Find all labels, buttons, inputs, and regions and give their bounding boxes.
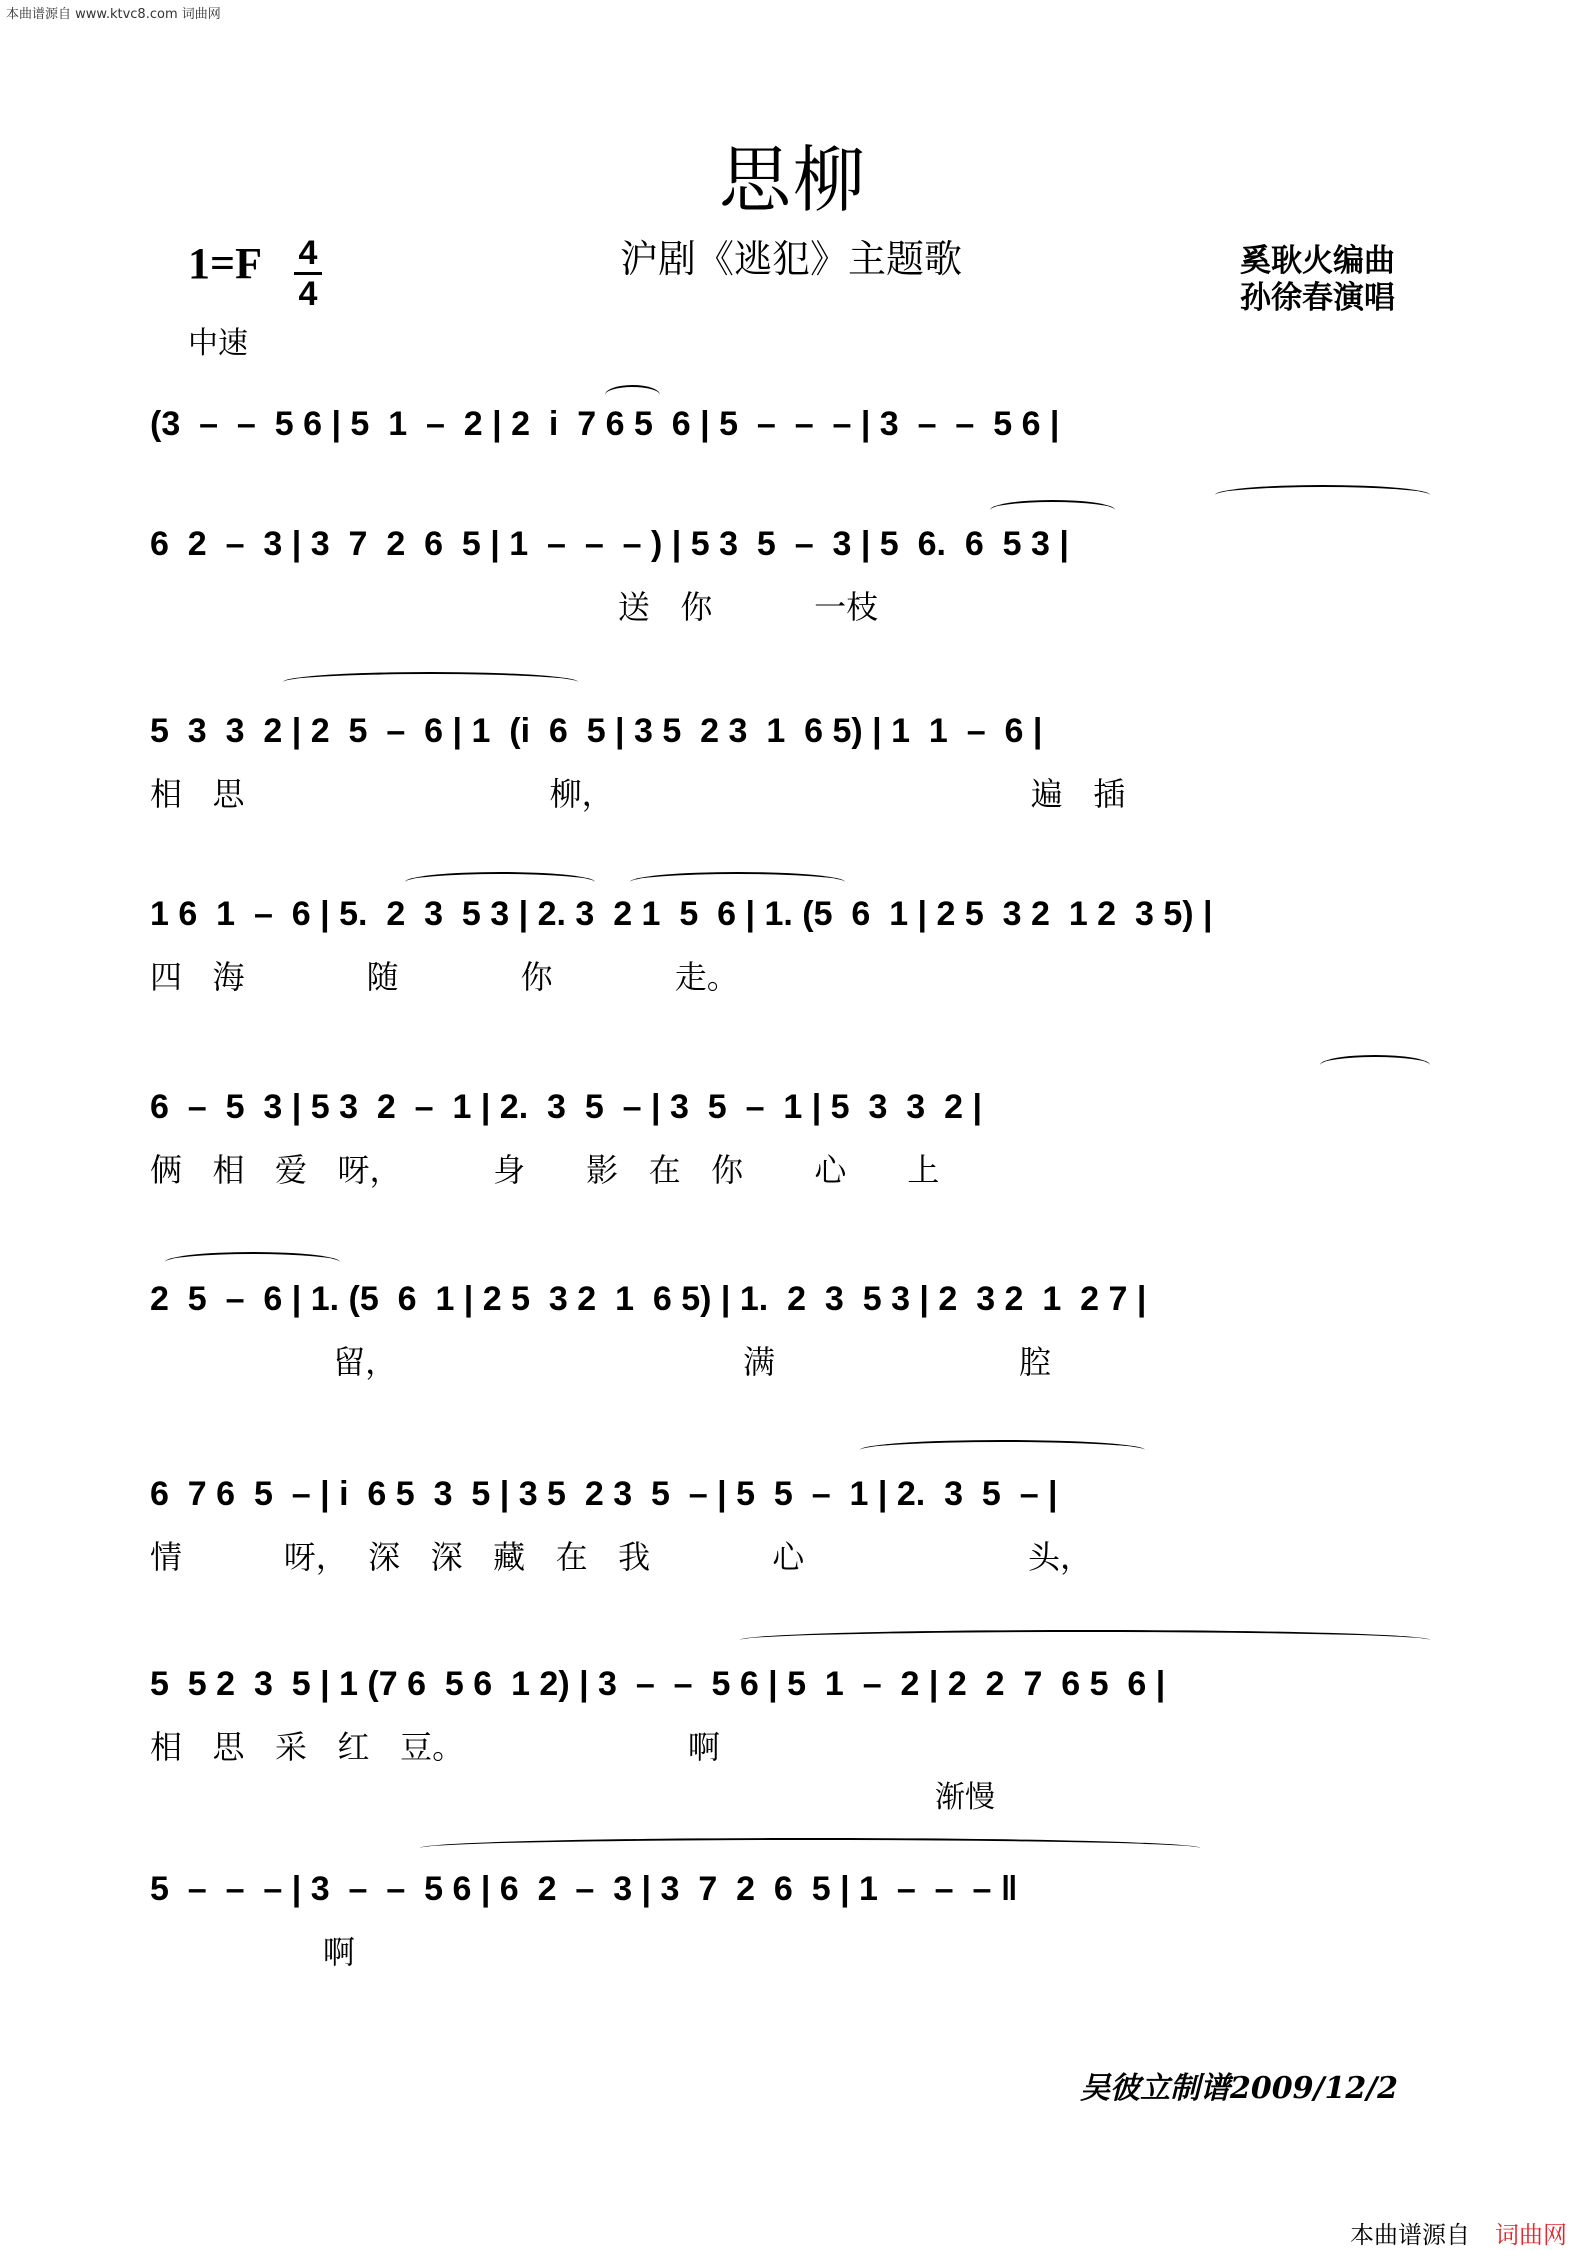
time-top: 4 — [298, 234, 318, 272]
lyrics-line: 啊 — [150, 1933, 355, 1971]
staff-row-5 — [150, 1088, 1440, 1191]
notation-line: 6 – 5 3 | 5 3 2 – 1 | 2. 3 5 – | 3 5 – 1 | 5 3 3 2 | — [150, 1088, 982, 1126]
singer-credit: 孙徐春演唱 — [1240, 280, 1395, 316]
slur-mark — [165, 1252, 340, 1272]
gradual-slow-marking: 渐慢 — [935, 1780, 995, 1815]
staff-row-2 — [150, 525, 1440, 628]
transcriber-signature: 吴彼立制谱2009/12/2 — [1080, 2071, 1399, 2106]
notation-line: 2 5 – 6 | 1. (5 6 1 | 2 5 3 2 1 6 5) | 1. 2 3 5 3 | 2 3 2 1 2 7 | — [150, 1280, 1147, 1318]
staff-row-3 — [150, 712, 1440, 815]
slur-mark — [283, 672, 578, 692]
watermark-left: 本曲谱源自 — [1350, 2221, 1470, 2249]
staff-row-7 — [150, 1475, 1440, 1578]
notation-line: (3 – – 5 6 | 5 1 – 2 | 2 i 7 6 5 6 | 5 – – – | 3 – – 5 6 | — [150, 405, 1060, 443]
composer-credit: 奚耿火编曲 — [1240, 243, 1395, 279]
staff-row-4 — [150, 895, 1440, 998]
notation-line: 6 2 – 3 | 3 7 2 6 5 | 1 – – – ) | 5 3 5 – 3 | 5 6. 6 5 3 | — [150, 525, 1069, 563]
notation-line: 5 5 2 3 5 | 1 (7 6 5 6 1 2) | 3 – – 5 6 | 5 1 – 2 | 2 2 7 6 5 6 | — [150, 1665, 1166, 1703]
lyrics-line: 俩 相 爱 呀， 身 影 在 你 心 上 — [150, 1151, 940, 1189]
staff-row-6 — [150, 1280, 1440, 1383]
score-title: 思柳 — [718, 138, 867, 222]
notation-line: 6 7 6 5 – | i 6 5 3 5 | 3 5 2 3 5 – | 5 5 – 1 | 2. 3 5 – | — [150, 1475, 1058, 1513]
slur-mark — [990, 500, 1115, 520]
watermark-right[interactable]: 词曲网 — [1495, 2221, 1567, 2249]
staff-row-1 — [150, 405, 1440, 444]
staff-row-9 — [150, 1870, 1440, 1973]
slur-mark — [405, 872, 595, 892]
lyrics-line: 送 你 一枝 — [150, 588, 879, 626]
tempo-marking: 中速 — [188, 326, 248, 361]
lyrics-line: 留， 满 腔 — [150, 1343, 1052, 1381]
staff-row-8 — [150, 1665, 1440, 1768]
slur-mark — [1215, 485, 1430, 505]
source-header: 本曲谱源自 www.ktvc8.com 词曲网 — [6, 7, 221, 22]
slur-mark — [420, 1838, 1200, 1858]
notation-line: 5 – – – | 3 – – 5 6 | 6 2 – 3 | 3 7 2 6 5 | 1 – – – ‖ — [150, 1870, 1018, 1908]
lyrics-line: 相 思 采 红 豆。 啊 — [150, 1728, 720, 1766]
slur-mark — [605, 385, 660, 405]
time-signature — [288, 234, 328, 313]
slur-mark — [740, 1630, 1430, 1650]
notation-line: 5 3 3 2 | 2 5 – 6 | 1 (i 6 5 | 3 5 2 3 1 6 5) | 1 1 – 6 | — [150, 712, 1043, 750]
notation-line: 1 6 1 – 6 | 5. 2 3 5 3 | 2. 3 2 1 5 6 | 1. (5 6 1 | 2 5 3 2 1 2 3 5) | — [150, 895, 1213, 933]
time-bottom: 4 — [298, 275, 318, 313]
lyrics-line: 四 海 随 你 走。 — [150, 958, 739, 996]
key-signature: 1=F — [188, 239, 262, 288]
lyrics-line: 情 呀， 深 深 藏 在 我 心 头， — [150, 1538, 1092, 1576]
lyrics-line: 相 思 柳， 遍 插 — [150, 775, 1126, 813]
slur-mark — [630, 872, 845, 892]
score-subtitle: 沪剧《逃犯》主题歌 — [620, 237, 963, 281]
slur-mark — [860, 1440, 1145, 1460]
slur-mark — [1320, 1055, 1430, 1075]
